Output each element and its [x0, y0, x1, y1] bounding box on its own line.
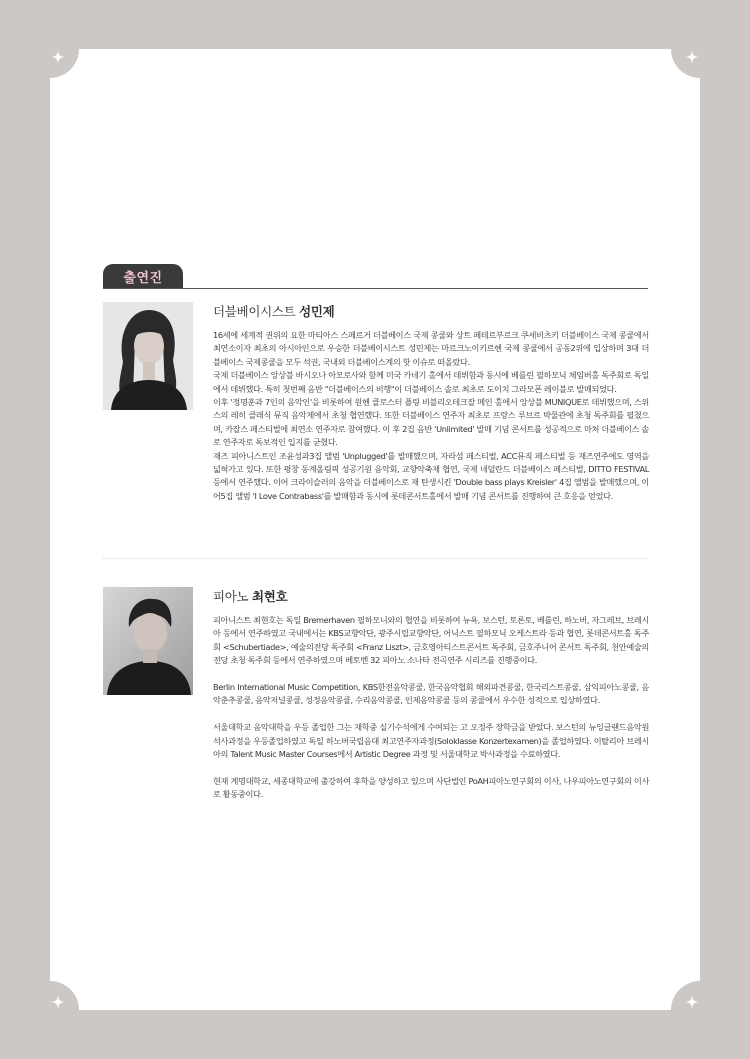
section-rule — [103, 288, 648, 289]
sparkle-icon — [51, 995, 65, 1009]
sparkle-icon — [51, 50, 65, 64]
performer-name: 최현호 — [252, 589, 288, 604]
performer-role: 피아노 — [213, 589, 249, 604]
performer-title — [213, 587, 649, 605]
sparkle-icon — [685, 50, 699, 64]
bio-paragraph: 피아니스트 최현호는 독일 Bremerhaven 필하모니와의 협연을 비롯하여 뉴욕, 보스턴, 토론토, 베를린, 하노버, 자그레브, 브레시아 등에서 연주하였고 국내에서는 KBS교향악단, 광주시립교향악단, 어닉스트 필하모닉 오케스트라 등과 협연, 롯데콘서트홀 독주회 <Schubertiade>, 예술의전당 독주회 <Franz Liszt>, 금호영아티스트콘서트 독주회, 금호주니어 콘서트 독주회, 천안예술의전당 초청 독주회 등에서 연주하였으며 베토벤 32 피아노 소나타 전곡연주 시리즈를 진행중이다. — [213, 615, 649, 666]
performer-bio — [213, 587, 649, 802]
performer-role: 더블베이시스트 — [213, 304, 296, 319]
performer-title — [213, 302, 649, 320]
bio-paragraph: 서울대학교 음악대학을 우등 졸업한 그는 재학중 실기수석에게 수여되는 고 오정주 장학금을 받았다. 보스턴의 뉴잉글랜드음악원 석사과정을 우등졸업하였고 독일 하노버국립음대 최고연주자과정(Soloklasse Konzertexamen)을 졸업하였다. 이탈리아 브레시아의 Talent Music Master Courses에서 Artistic Degree 과정 및 서울대학교 박사과정을 수료하였다. — [213, 722, 649, 760]
bio-paragraph: Berlin International Music Competition, KBS한전음악콩쿨, 한국음악협회 해외파견콩쿨, 한국리스트콩쿨, 삼익피아노콩쿨, 음악춘추콩쿨, 음악저널콩쿨, 성정음악콩쿨, 수리음악콩쿨, 인제음악콩쿨 등의 콩쿨에서 우수한 성적으로 입상하였다. — [213, 682, 649, 706]
performer-bio — [213, 302, 649, 503]
sparkle-icon — [685, 995, 699, 1009]
section-tab: 출연진 — [103, 264, 183, 288]
bio-paragraph: 국제 더블베이스 앙상블 바시오나 아모로사와 함께 미국 카네기 홀에서 데뷔함과 동시에 베를린 필하모닉 체임버홀 독주회로 독일에서 데뷔했다. 특히 첫번째 음반 "더블베이스의 비행"이 더블베이스 솔로 최초로 도이치 그라모폰 레이블로 발매되었다. — [213, 370, 649, 394]
document-page — [50, 49, 700, 1010]
bio-paragraph: 16세에 세계적 권위의 요한 마티아스 스페르거 더블베이스 국제 콩쿨와 상트 페테르부르크 쿠세비츠키 더블베이스 국제 콩쿨에서 최연소이자 최초의 아시아인으로 우승한 더블베이시스트 성민제는 마르크노이키르헨 국제 콩쿨에서 공동2위에 입상하며 3대 더블베이스 국제콩쿨을 모두 석권, 국내외 더블베이스계의 핫 이슈로 떠올랐다. — [213, 330, 649, 367]
bio-paragraph: 현재 계명대학교, 세종대학교에 출강하여 후학을 양성하고 있으며 사단법인 PoAH피아노연구회의 이사, 나우피아노연구회의 이사로 활동중이다. — [213, 775, 649, 800]
performer-photo — [103, 302, 193, 410]
divider — [103, 558, 648, 559]
bio-paragraph: 이후 '정명훈과 7인의 음악인'을 비롯하여 원헨 클로스터 플링 비블리오테크잘 메인 홀에서 앙상블 MUNIQUE로 데뷔했으며, 스위스의 레히 클래식 뮤직 음악제에서 초청 협연했다. 또한 더블베이스 연주자 최초로 프랑스 루브르 박물관에 초청 독주회를 펼쳤으며, 카잘스 페스티벌에 최연소 연주자로 참여했다. 이 후 2집 음반 'Unlimited' 발매 기념 콘서트를 성공적으로 마쳐 더블베이스 솔로 연주자로 독보적인 입지를 굳혔다. — [213, 397, 649, 448]
performer-photo — [103, 587, 193, 695]
performer-name: 성민제 — [299, 304, 335, 319]
bio-paragraph: 재즈 피아니스트인 조윤성과3집 앨범 'Unplugged'를 발매했으며, 자라섬 페스티벌, ACC뮤직 페스티벌 등 재즈연주에도 영역을 넓혀가고 있다. 또한 평창 동계올림픽 성공기원 음악회, 교향악축제 협연, 국제 네덜란드 더블베이스 페스티벌, DITTO FESTIVAL 등에서 연주했다. 이어 크라이슬러의 음악을 더블베이스로 재 탄생시킨 'Double bass plays Kreisler' 4집 앨범을 발매했으며, 이어5집 앨범 'I Love Contrabass'를 발매함과 동시에 롯데콘서트홀에서 발매 기념 콘서트를 진행하여 큰 호응을 얻었다. — [213, 450, 649, 501]
